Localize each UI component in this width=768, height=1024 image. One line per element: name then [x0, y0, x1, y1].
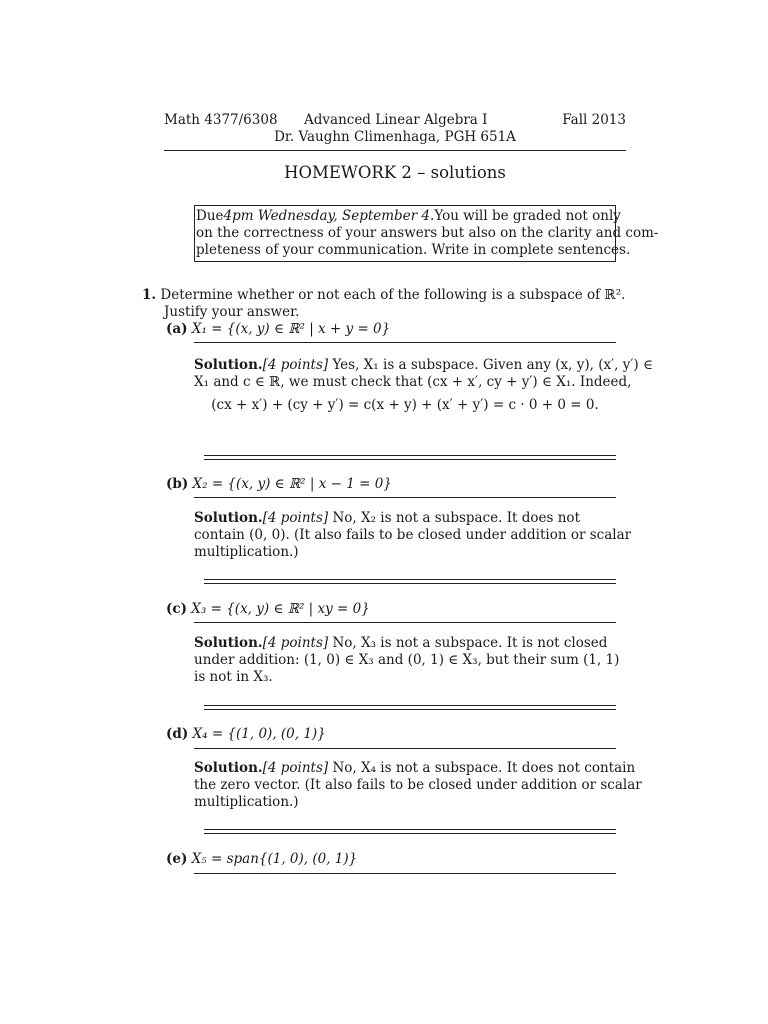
course-header — [164, 112, 626, 146]
part-label: (a) — [166, 321, 188, 337]
due-box — [194, 205, 659, 262]
solution-keyword: Solution. — [194, 510, 263, 526]
solution-end-rule — [204, 829, 616, 834]
solution-line: multiplication.) — [194, 544, 299, 560]
solution-end-rule — [204, 455, 616, 460]
course-title: Advanced Linear Algebra I — [304, 112, 488, 128]
points-label: [4 points] — [262, 635, 329, 651]
part-statement: X₄ = {(1, 0), (0, 1)} — [192, 726, 326, 742]
question-number: 1. — [142, 287, 157, 303]
instructor: Dr. Vaughn Climenhaga, PGH 651A — [274, 129, 516, 145]
due-line-1-rest: You will be graded not only — [434, 208, 621, 224]
part-statement: X₃ = {(x, y) ∈ ℝ² | xy = 0} — [191, 601, 370, 617]
solution-keyword: Solution. — [194, 357, 263, 373]
points-label: [4 points] — [262, 357, 329, 373]
part-d — [166, 726, 326, 743]
part-c — [166, 601, 370, 618]
header-rule — [164, 150, 626, 151]
due-line-2-text: on the correctness of your answers but also on the clarity and com- — [196, 225, 659, 241]
solution-line: Solution. [4 points] No, X₂ is not a subspace. It does not — [194, 510, 580, 526]
page-title: HOMEWORK 2 – solutions — [284, 163, 506, 182]
part-a — [166, 321, 390, 338]
course-term: Fall 2013 — [562, 112, 626, 128]
statement-rule — [194, 873, 616, 874]
solution-line: Solution. [4 points] No, X₄ is not a subspace. It does not contain — [194, 760, 636, 776]
solution-c — [194, 635, 626, 686]
question-1 — [142, 287, 625, 304]
part-label: (d) — [166, 726, 189, 742]
part-label: (b) — [166, 476, 189, 492]
solution-end-rule — [204, 705, 616, 710]
solution-line: Solution. [4 points] Yes, X₁ is a subspace. Given any (x, y), (x′, y′) ∈ — [194, 357, 653, 373]
statement-rule — [194, 622, 616, 623]
solution-keyword: Solution. — [194, 760, 263, 776]
due-line-1 — [195, 208, 621, 225]
part-e — [166, 851, 357, 868]
statement-rule — [194, 497, 616, 498]
due-line-2 — [195, 225, 659, 242]
solution-line: contain (0, 0). (It also fails to be closed under addition or scalar — [194, 527, 632, 543]
points-label: [4 points] — [262, 760, 329, 776]
part-b — [166, 476, 392, 493]
course-number: Math 4377/6308 — [164, 112, 278, 128]
question-text-line-2: Justify your answer. — [164, 304, 300, 320]
solution-a — [194, 357, 653, 391]
due-line-3 — [195, 242, 631, 259]
solution-equation: (cx + x′) + (cy + y′) = c(x + y) + (x′ + y′) = c · 0 + 0 = 0. — [211, 397, 599, 413]
solution-line: Solution. [4 points] No, X₃ is not a subspace. It is not closed — [194, 635, 608, 651]
due-date: 4pm Wednesday, September 4. — [223, 208, 435, 224]
solution-line: multiplication.) — [194, 794, 299, 810]
solution-line: X₁ and c ∈ ℝ, we must check that (cx + x′, cy + y′) ∈ X₁. Indeed, — [194, 374, 632, 390]
question-text-line-1: Determine whether or not each of the following is a subspace of ℝ². — [160, 287, 626, 303]
statement-rule — [194, 342, 616, 343]
due-line-3-text: pleteness of your communication. Write in complete sentences. — [196, 242, 631, 258]
solution-end-rule — [204, 579, 616, 584]
part-label: (e) — [166, 851, 188, 867]
due-word: Due — [196, 208, 224, 224]
points-label: [4 points] — [262, 510, 329, 526]
part-statement: X₅ = span{(1, 0), (0, 1)} — [191, 851, 358, 867]
solution-keyword: Solution. — [194, 635, 263, 651]
part-label: (c) — [166, 601, 187, 617]
part-statement: X₁ = {(x, y) ∈ ℝ² | x + y = 0} — [191, 321, 391, 337]
solution-line: is not in X₃. — [194, 669, 273, 685]
solution-line: under addition: (1, 0) ∈ X₃ and (0, 1) ∈ X₃, but their sum (1, 1) — [194, 652, 620, 668]
statement-rule — [194, 748, 616, 749]
solution-d — [194, 760, 642, 811]
part-statement: X₂ = {(x, y) ∈ ℝ² | x − 1 = 0} — [192, 476, 392, 492]
solution-b — [194, 510, 632, 561]
solution-line: the zero vector. (It also fails to be closed under addition or scalar — [194, 777, 642, 793]
